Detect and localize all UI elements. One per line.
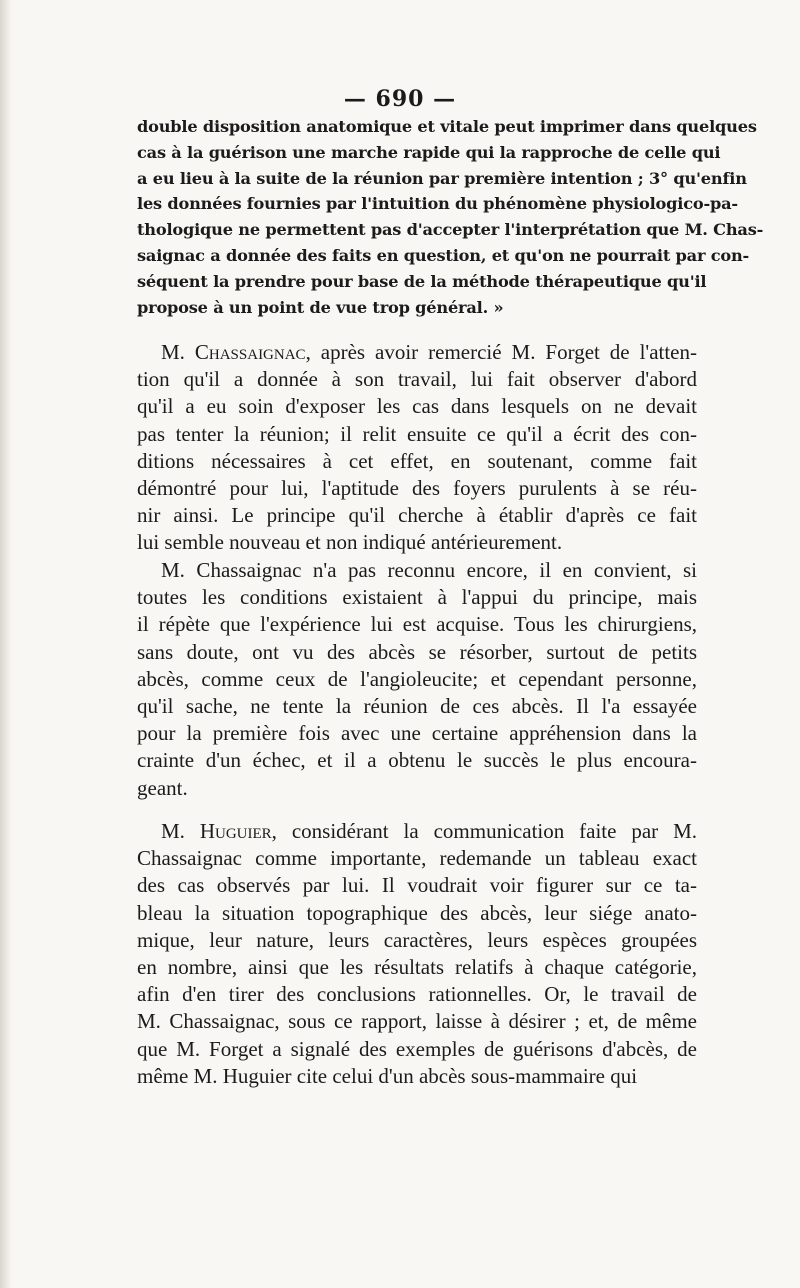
- text-line: Chassaignac comme importante, redemande un tableau exact: [137, 846, 697, 871]
- text-line: M. Chassaignac, sous ce rapport, laisse à désirer ; et, de même: [137, 1009, 697, 1034]
- text-line: propose à un point de vue trop général. »: [137, 297, 504, 317]
- text-line: crainte d'un échec, et il a obtenu le succès le plus encoura-: [137, 748, 697, 773]
- paragraph-huguier: [137, 818, 697, 1090]
- text-line: geant.: [137, 775, 188, 800]
- text-line: qu'il a eu soin d'exposer les cas dans lesquels on ne devait: [137, 394, 697, 419]
- text-line: toutes les conditions existaient à l'appui du principe, mais: [137, 585, 697, 610]
- paragraph-chassaignac-reply: [137, 339, 697, 557]
- text-line: [137, 339, 697, 366]
- text-line: [137, 818, 697, 845]
- speaker-name: M. Chassaignac: [161, 340, 306, 364]
- text-line: abcès, comme ceux de l'angioleucite; et cependant personne,: [137, 666, 697, 691]
- paragraph-chassaignac-experience: [137, 557, 697, 802]
- text-line: afin d'en tirer des conclusions rationnelles. Or, le travail de: [137, 982, 697, 1007]
- quoted-passage: [137, 114, 764, 320]
- text-line: lui semble nouveau et non indiqué antérieurement.: [137, 530, 563, 555]
- text-line: ditions nécessaires à cet effet, en soutenant, comme fait: [137, 448, 697, 473]
- text-line: mique, leur nature, leurs caractères, leurs espèces groupées: [137, 927, 697, 952]
- text-line: a eu lieu à la suite de la réunion par première intention ; 3° qu'enfin: [137, 168, 747, 188]
- text-line: qu'il sache, ne tente la réunion de ces abcès. Il l'a essayée: [137, 694, 697, 719]
- text-line: M. Chassaignac n'a pas reconnu encore, il en convient, si: [161, 558, 697, 582]
- speaker-name: M. Huguier: [161, 819, 272, 843]
- text-line: pas tenter la réunion; il relit ensuite ce qu'il a écrit des con-: [137, 421, 697, 446]
- text-line: cas à la guérison une marche rapide qui la rapproche de celle qui: [137, 142, 721, 162]
- text-line: il répète que l'expérience lui est acquise. Tous les chirurgiens,: [137, 612, 697, 637]
- text-line: démontré pour lui, l'aptitude des foyers purulents à se réu-: [137, 476, 697, 501]
- text-line: sans doute, ont vu des abcès se résorber, surtout de petits: [137, 639, 697, 664]
- text-fragment: , considérant la communication faite par M.: [271, 819, 697, 843]
- page-number: — 690 —: [343, 86, 457, 112]
- text-line: que M. Forget a signalé des exemples de guérisons d'abcès, de: [137, 1036, 697, 1061]
- text-fragment: , après avoir remercié M. Forget de l'atten-: [305, 340, 697, 364]
- text-line: même M. Huguier cite celui d'un abcès sous-mammaire qui: [137, 1063, 638, 1088]
- text-line: séquent la prendre pour base de la méthode thérapeutique qu'il: [137, 271, 707, 291]
- text-line: des cas observés par lui. Il voudrait voir figurer sur ce ta-: [137, 873, 697, 898]
- text-line: bleau la situation topographique des abcès, leur siége anato-: [137, 900, 697, 925]
- text-line: nir ainsi. Le principe qu'il cherche à établir d'après ce fait: [137, 503, 697, 528]
- text-line: en nombre, ainsi que les résultats relatifs à chaque catégorie,: [137, 955, 697, 980]
- text-line: thologique ne permettent pas d'accepter l'interprétation que M. Chas-: [137, 220, 764, 240]
- page-binding-shadow: [0, 0, 12, 1288]
- text-line: saignac a donnée des faits en question, et qu'on ne pourrait par con-: [137, 245, 750, 265]
- text-line: double disposition anatomique et vitale peut imprimer dans quelques: [137, 117, 757, 136]
- text-line: les données fournies par l'intuition du phénomène physiologico-pa-: [137, 194, 738, 214]
- text-line: pour la première fois avec une certaine appréhension dans la: [137, 721, 697, 746]
- text-line: tion qu'il a donnée à son travail, lui fait observer d'abord: [137, 367, 697, 392]
